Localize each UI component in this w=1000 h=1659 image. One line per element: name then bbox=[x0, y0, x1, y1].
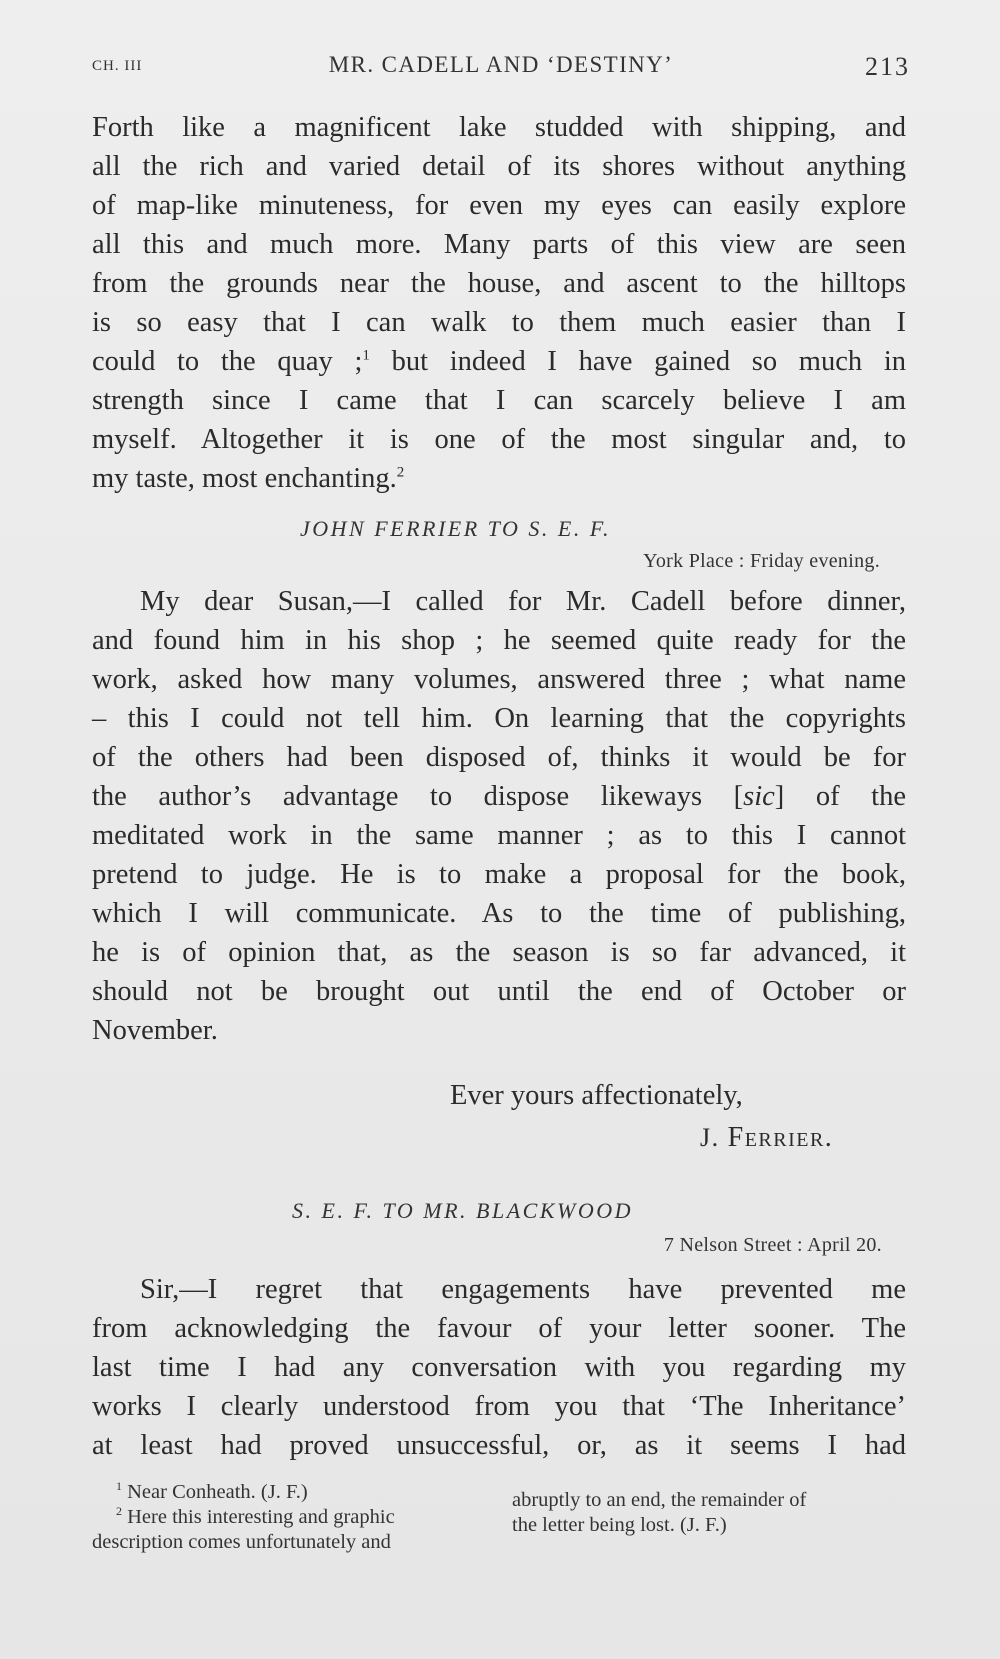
footnote-text: the letter being lost. (J. F.) bbox=[512, 1514, 727, 1536]
footnotes-right-column bbox=[512, 1488, 922, 1538]
letter-signature bbox=[700, 1122, 833, 1154]
text-segment: could to the quay ; bbox=[92, 346, 363, 377]
text-line: all the rich and varied detail of its shores without anything bbox=[92, 151, 906, 182]
text-line: works I clearly understood from you that ‘The Inheritance’ bbox=[92, 1391, 906, 1422]
page-number: 213 bbox=[865, 52, 910, 81]
letter-heading: JOHN FERRIER TO S. E. F. bbox=[300, 516, 611, 541]
letter-1-body bbox=[92, 582, 906, 1050]
letter-dateline: York Place : Friday evening. bbox=[643, 550, 880, 572]
text-line bbox=[92, 459, 906, 498]
text-segment: the author’s advantage to dispose likeways [ bbox=[92, 781, 744, 812]
footnote-1 bbox=[92, 1480, 477, 1505]
letter-heading: S. E. F. TO MR. BLACKWOOD bbox=[292, 1198, 633, 1223]
footnote-mark: 1 bbox=[116, 1479, 122, 1494]
running-title: MR. CADELL AND ‘DESTINY’ bbox=[328, 52, 674, 77]
text-line: Forth like a magnificent lake studded with shipping, and bbox=[92, 112, 906, 143]
opening-paragraph bbox=[92, 108, 906, 498]
letter-closing: Ever yours affectionately, bbox=[450, 1080, 743, 1111]
footnote-text: abruptly to an end, the remainder of bbox=[512, 1489, 807, 1511]
text-line: – this I could not tell him. On learning that the copyrights bbox=[92, 703, 906, 734]
footnote-text: Near Conheath. (J. F.) bbox=[127, 1481, 308, 1503]
sic-italic: sic bbox=[743, 781, 775, 812]
footnotes-left-column bbox=[92, 1480, 477, 1555]
footnote-ref-1: 1 bbox=[362, 347, 370, 364]
letter-dateline: 7 Nelson Street : April 20. bbox=[663, 1234, 882, 1256]
footnote-mark: 2 bbox=[116, 1504, 122, 1519]
letter-2-body bbox=[92, 1270, 906, 1465]
text-line: he is of opinion that, as the season is so far advanced, it bbox=[92, 937, 906, 968]
signature-initial: J. bbox=[700, 1123, 720, 1152]
footnote-text: description comes unfortunately and bbox=[92, 1531, 391, 1553]
text-line: and found him in his shop ; he seemed quite ready for the bbox=[92, 625, 906, 656]
text-line bbox=[92, 777, 906, 816]
footnote-ref-2: 2 bbox=[396, 464, 405, 481]
footnote-text: Here this interesting and graphic bbox=[127, 1506, 395, 1528]
text-line: meditated work in the same manner ; as to this I cannot bbox=[92, 820, 906, 851]
text-line: of map-like minuteness, for even my eyes can easily explore bbox=[92, 190, 906, 221]
text-line: from the grounds near the house, and ascent to the hilltops bbox=[92, 268, 906, 299]
text-line: November. bbox=[92, 1015, 218, 1046]
signature-name: Ferrier. bbox=[727, 1122, 834, 1153]
text-line: which I will communicate. As to the time of publishing, bbox=[92, 898, 906, 929]
text-segment: but indeed I have gained so much in bbox=[391, 346, 906, 377]
text-line: myself. Altogether it is one of the most singular and, to bbox=[92, 424, 906, 455]
text-line: pretend to judge. He is to make a proposal for the book, bbox=[92, 859, 906, 890]
text-line: from acknowledging the favour of your letter sooner. The bbox=[92, 1313, 906, 1344]
footnote-2 bbox=[92, 1505, 477, 1530]
text-line bbox=[92, 342, 906, 381]
text-line: strength since I came that I can scarcely believe I am bbox=[92, 385, 906, 416]
text-line: My dear Susan,—I called for Mr. Cadell before dinner, bbox=[140, 586, 906, 617]
text-line: Sir,—I regret that engagements have prevented me bbox=[140, 1274, 906, 1305]
text-line: all this and much more. Many parts of this view are seen bbox=[92, 229, 906, 260]
text-line: should not be brought out until the end of October or bbox=[92, 976, 906, 1007]
text-segment: my taste, most enchanting. bbox=[92, 463, 397, 494]
text-line: last time I had any conversation with you regarding my bbox=[92, 1352, 906, 1383]
running-head bbox=[92, 52, 910, 88]
text-line: is so easy that I can walk to them much easier than I bbox=[92, 307, 906, 338]
text-line: at least had proved unsuccessful, or, as it seems I had bbox=[92, 1430, 906, 1461]
text-line: work, asked how many volumes, answered three ; what name bbox=[92, 664, 906, 695]
text-segment: ] of the bbox=[774, 781, 906, 812]
text-line: of the others had been disposed of, thinks it would be for bbox=[92, 742, 906, 773]
chapter-label: CH. III bbox=[92, 58, 143, 74]
